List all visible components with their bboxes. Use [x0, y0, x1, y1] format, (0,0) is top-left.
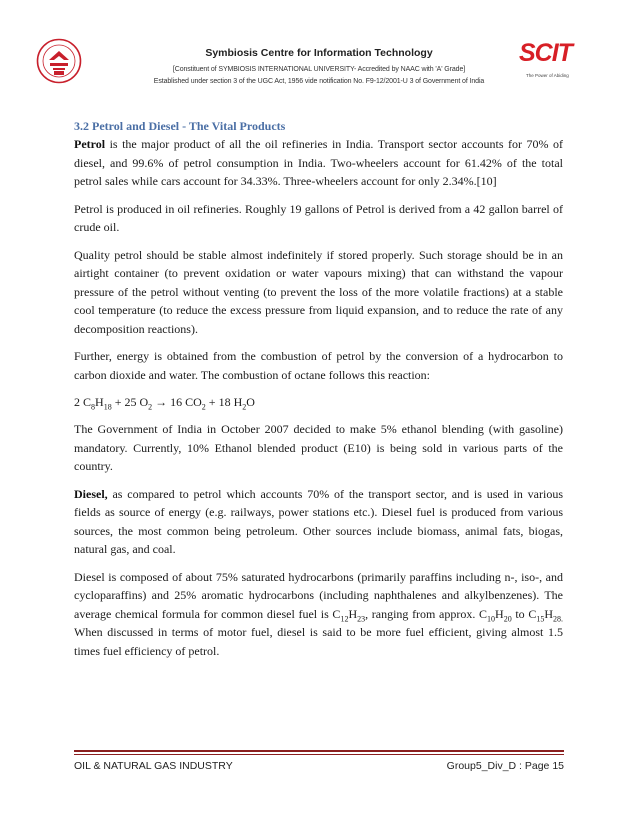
formula-sub: 20 [503, 613, 512, 623]
page-header [0, 0, 638, 102]
paragraph-text: When discussed in terms of motor fuel, diesel is said to be more fuel efficient, giving almost 1.5 times fuel efficiency of petrol. [74, 625, 563, 658]
footer-document-title: OIL & NATURAL GAS INDUSTRY [74, 760, 233, 772]
paragraph-text: as compared to petrol which accounts 70% of the transport sector, and is used in various fields as source of energy (e.g. railways, power stations etc.). Diesel fuel is produced from various sources, the most common being petroleum. Other sources include biomass, animal fats, biogas, natural gas, and coal. [74, 486, 563, 556]
eq-part: → 16 CO [152, 395, 202, 409]
symbiosis-logo [36, 38, 82, 84]
formula-sub: 23 [357, 613, 366, 623]
paragraph-ethanol-blending: The Government of India in October 2007 decided to make 5% ethanol blending (with gasoline) mandatory. Currently, 10% Ethanol blended product (E10) is being sold in various parts of the country. [74, 422, 563, 473]
paragraph-text: , ranging from approx. C [365, 606, 488, 621]
eq-sub: 2 [201, 402, 206, 412]
paragraph-petrol-intro [74, 135, 563, 191]
document-body [74, 118, 563, 669]
paragraph-lead-petrol: Petrol [74, 137, 106, 151]
footer-page-number: Group5_Div_D : Page 15 [446, 760, 564, 772]
eq-part: 2 C [74, 395, 92, 409]
eq-part: + 25 O [111, 395, 149, 409]
paragraph-text: Diesel is composed of about 75% saturated hydrocarbons (primarily paraffins including n-, iso-, and cycloparaffins) and 25% aromatic hydrocarbons (including naphthalenes and alkylbenzenes). The average chemical formula for common diesel fuel is C [74, 569, 563, 621]
scit-logo-text: SCIT [519, 39, 572, 67]
octane-combustion-equation [74, 393, 563, 411]
paragraph-petrol-storage: Quality petrol should be stable almost indefinitely if stored properly. Such storage should be in an airtight container (to prevent oxidation or water vapours mixing) that can withstand the vapour pressure of the petrol without venting (to prevent the loss of the more volatile fractions) at a stable cool temperature (to reduce the excess pressure from liquid expansion, and to reduce the rate of any decomposition reactions). [74, 247, 563, 336]
paragraph-text: H [348, 606, 358, 621]
scit-logo [517, 39, 587, 89]
paragraph-text: to C [511, 606, 537, 621]
eq-part: O [246, 395, 255, 409]
footer-rule-thick [74, 750, 564, 752]
paragraph-petrol-production: Petrol is produced in oil refineries. Roughly 19 gallons of Petrol is derived from a 42 gallon barrel of crude oil. [74, 201, 563, 234]
formula-sub: 15 [536, 613, 545, 623]
formula-sub: 28. [553, 613, 564, 623]
eq-sub: 8 [91, 402, 96, 412]
header-title: Symbiosis Centre for Information Technology [205, 47, 433, 59]
paragraph-text: is the major product of all the oil refineries in India. Transport sector accounts for 70% of diesel, and 99.6% of petrol consumption in India. Two-wheelers account for 61.42% of the total petrol sales while cars account for 34.33%. Three-wheelers account for only 2.34%.[10] [74, 137, 563, 188]
paragraph-text: H [544, 606, 554, 621]
eq-sub: 2 [148, 402, 153, 412]
eq-sub: 18 [103, 402, 112, 412]
formula-sub: 12 [340, 613, 349, 623]
formula-sub: 10 [487, 613, 496, 623]
section-title: 3.2 Petrol and Diesel - The Vital Products [74, 119, 286, 133]
scit-logo-tagline: The Power of Abiding [526, 73, 569, 78]
paragraph-combustion: Further, energy is obtained from the combustion of petrol by the conversion of a hydrocarbon to carbon dioxide and water. The combustion of octane follows this reaction: [74, 349, 563, 382]
eq-part: H [95, 395, 104, 409]
header-establishment: Established under section 3 of the UGC Act, 1956 vide notification No. F9-12/2001-U 3 of Government of India [153, 78, 485, 85]
eq-part: + 18 H [205, 395, 243, 409]
paragraph-text: H [495, 606, 504, 621]
paragraph-lead-diesel: Diesel, [74, 486, 108, 501]
header-accreditation: [Constituent of SYMBIOSIS INTERNATIONAL UNIVERSITY- Accredited by NAAC with 'A' Grade] [172, 66, 466, 73]
paragraph-diesel-composition [74, 568, 563, 661]
eq-sub: 2 [242, 402, 247, 412]
page-footer [74, 758, 564, 776]
footer-rule-thin [74, 754, 564, 755]
paragraph-diesel-intro [74, 485, 563, 559]
